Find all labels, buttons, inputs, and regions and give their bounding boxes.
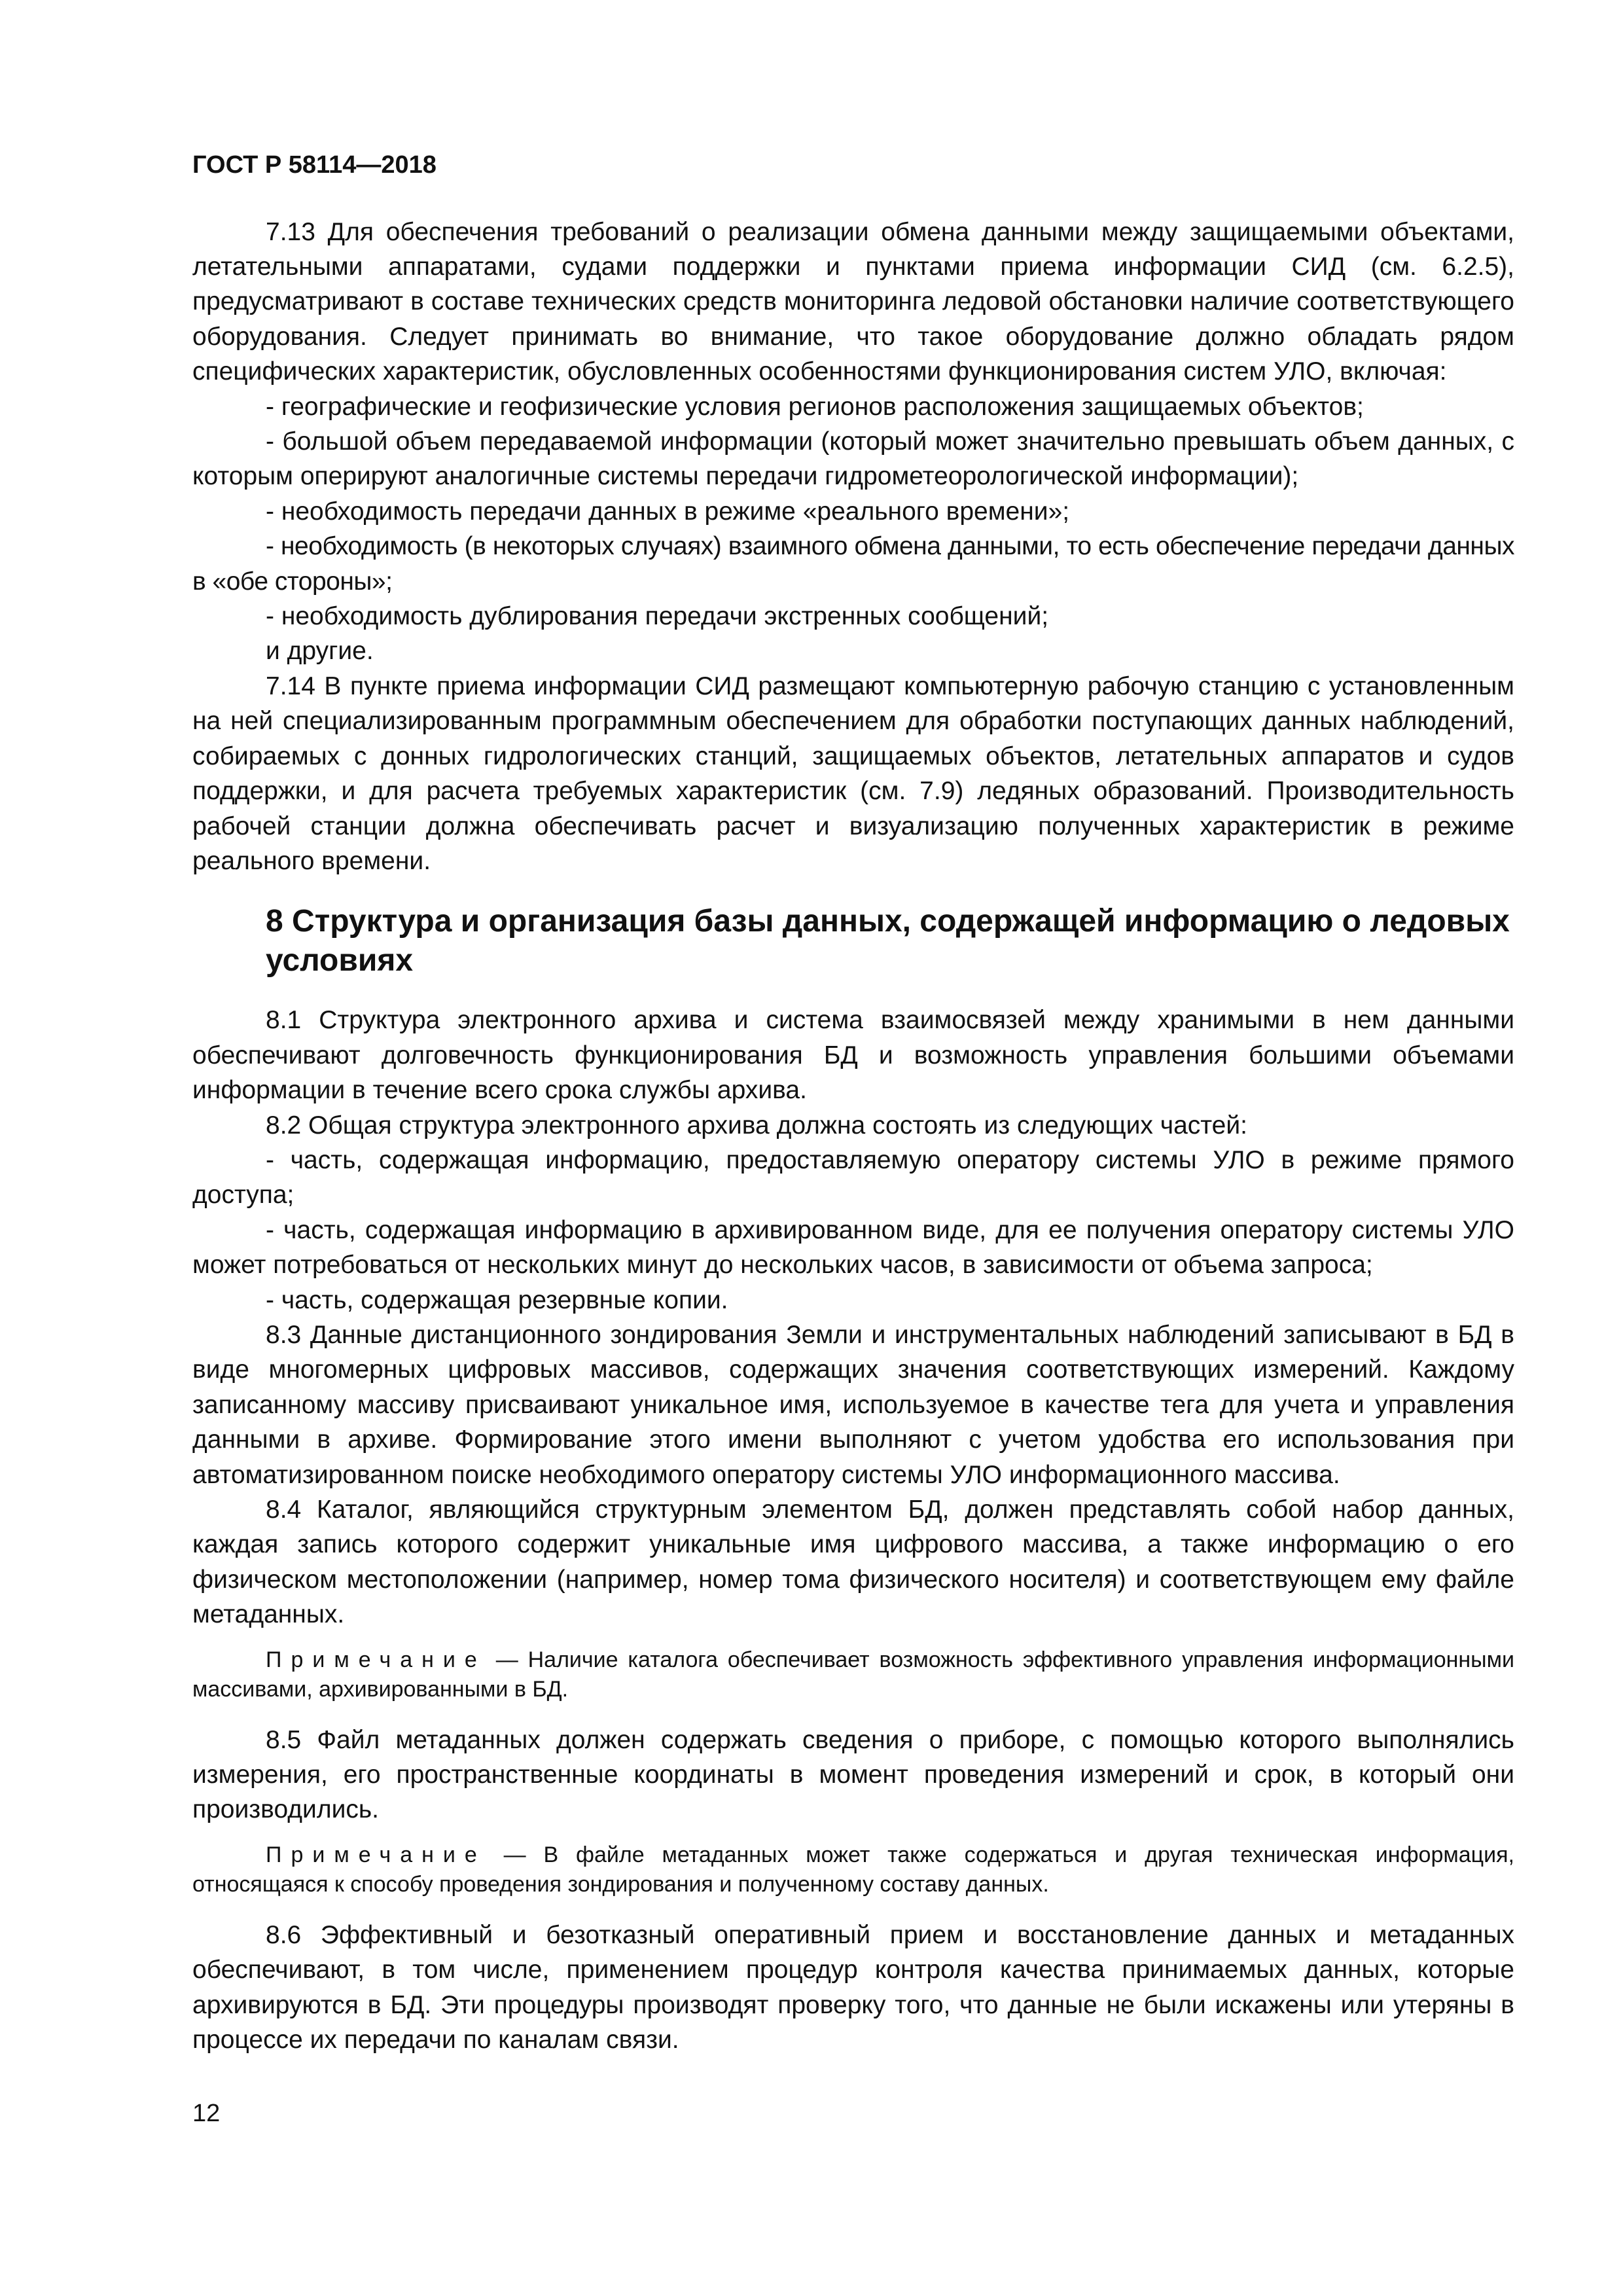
paragraph-8-5: 8.5 Файл метаданных должен содержать сведения о приборе, с помощью которого выполнялись измерения, его пространственные координаты в момент проведения измерений и срок, в который они производились. [192, 1725, 1514, 1824]
page-number: 12 [192, 2100, 221, 2127]
list-item-archived: - часть, содержащая информацию в архивированном виде, для ее получения оператору системы УЛО может потребоваться от нескольких минут до нескольких часов, в зависимости от объема запроса; [192, 1215, 1514, 1280]
section-8-title: 8 Структура и организация базы данных, содержащей информацию о ледовых условиях [266, 904, 1510, 978]
list-item-geography: - географические и геофизические условия регионов расположения защищаемых объектов; [266, 392, 1364, 421]
note-text: — В файле метаданных может также содержаться и другая техническая информация, относящаяся к способу проведения зондирования и полученному составу данных. [192, 1842, 1514, 1897]
standard-header: ГОСТ Р 58114—2018 [192, 151, 437, 179]
paragraph-7-14: 7.14 В пункте приема информации СИД размещают компьютерную рабочую станцию с установленным на ней специализированным программным обеспечением для обработки поступающих данных наблюдений, собираемых с донных гидрологических станций, защищаемых объектов, летательных аппаратов и судов поддержки, и для расчета требуемых характеристик (см. 7.9) ледяных образований. Производительность рабочей станции должна обеспечивать расчет и визуализацию полученных характеристик в режиме реального времени. [192, 672, 1514, 875]
paragraph-8-1: 8.1 Структура электронного архива и система взаимосвязей между хранимыми в нем данными обеспечивают долговечность функционирования БД и возможность управления большими объемами информации в течение всего срока службы архива. [192, 1006, 1514, 1105]
paragraph-8-3: 8.3 Данные дистанционного зондирования Земли и инструментальных наблюдений записывают в БД в виде многомерных цифровых массивов, содержащих значения соответствующих измерений. Каждому записанному массиву присваивают уникальное имя, используемое в качестве тега для учета и управления данными в архиве. Формирование этого имени выполняют с учетом удобства его использования при автоматизированном поиске необходимого оператору системы УЛО информационного массива. [192, 1320, 1514, 1489]
paragraph-8-2: 8.2 Общая структура электронного архива должна состоять из следующих частей: [266, 1111, 1247, 1139]
note-metadata [192, 1840, 1514, 1899]
note-catalog [192, 1645, 1514, 1704]
list-item-backups: - часть, содержащая резервные копии. [266, 1285, 728, 1314]
list-item-direct-access: - часть, содержащая информацию, предоставляемую оператору системы УЛО в режиме прямого доступа; [192, 1145, 1514, 1210]
list-item-duplication: - необходимость дублирования передачи экстренных сообщений; [266, 602, 1049, 631]
list-item-two-way: - необходимость (в некоторых случаях) взаимного обмена данными, то есть обеспечение передачи данных в «обе стороны»; [192, 532, 1514, 596]
note-text: — Наличие каталога обеспечивает возможность эффективного управления информационными массивами, архивированными в БД. [192, 1647, 1514, 1702]
note-label: Примечание [266, 1647, 486, 1672]
paragraph-8-6: 8.6 Эффективный и безотказный оперативный прием и восстановление данных и метаданных обеспечивают, в том числе, применением процедур контроля качества принимаемых данных, которые архивируются в БД. Эти процедуры производят проверку того, что данные не были искажены или утеряны в процессе их передачи по каналам связи. [192, 1920, 1514, 2054]
list-item-real-time: - необходимость передачи данных в режиме «реального времени»; [266, 497, 1070, 526]
paragraph-8-4: 8.4 Каталог, являющийся структурным элементом БД, должен представлять собой набор данных, каждая запись которого содержит уникальные имя цифрового массива, а также информацию о его физическом местоположении (например, номер тома физического носителя) и соответствующем ему файле метаданных. [192, 1496, 1514, 1629]
list-item-others: и другие. [266, 637, 374, 666]
note-label: Примечание [266, 1842, 486, 1867]
list-item-data-volume: - большой объем передаваемой информации (который может значительно превышать объем данных, с которым оперируют аналогичные системы передачи гидрометеорологической информации); [192, 427, 1514, 491]
paragraph-7-13: 7.13 Для обеспечения требований о реализации обмена данными между защищаемыми объектами, летательными аппаратами, судами поддержки и пунктами приема информации СИД (см. 6.2.5), предусматривают в составе технических средств мониторинга ледовой обстановки наличие соответствующего оборудования. Следует принимать во внимание, что такое оборудование должно обладать рядом специфических характеристик, обусловленных особенностями функционирования систем УЛО, включая: [192, 217, 1514, 386]
